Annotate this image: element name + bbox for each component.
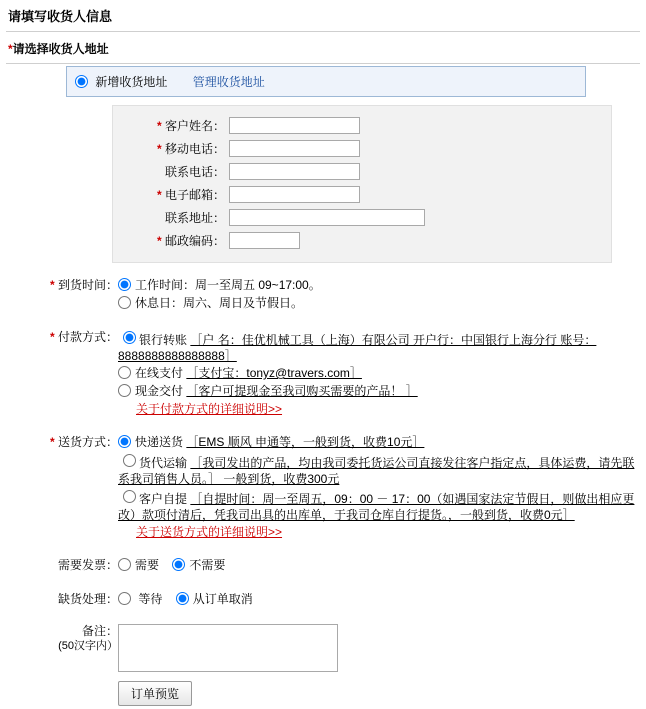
remark-row: [6, 621, 642, 678]
address-label-text: 联系地址：: [164, 211, 225, 225]
invoice-option-yes[interactable]: [118, 558, 162, 572]
mobile-phone-input[interactable]: [229, 140, 360, 157]
actions-spacer: [6, 678, 118, 709]
contact-phone-label-text: 联系电话：: [164, 165, 225, 179]
address-input[interactable]: [229, 209, 425, 226]
email-label: [119, 183, 227, 206]
stockout-wait-label: 等待: [138, 592, 163, 606]
required-star: *: [156, 188, 162, 202]
mobile-phone-label-text: 移动电话：: [164, 142, 225, 156]
stockout-cancel-label: 从订单取消: [192, 592, 253, 606]
table-row: [119, 114, 427, 137]
invoice-no-label: 不需要: [189, 558, 226, 572]
payment-bank-detail: ［户 名：佳优机械工具（上海）有限公司 开户行：中国银行上海分行 账号：8888888888888888］: [118, 333, 597, 363]
arrival-holiday-radio[interactable]: [118, 296, 131, 309]
customer-name-cell: [227, 114, 427, 137]
shipping-freight-detail: ［我司发出的产品，均由我司委托货运公司直接发往客户指定点，具体运费，请先联系我司销售人员。］ 一般到货，收费300元: [118, 456, 635, 486]
stockout-row: [6, 587, 642, 611]
shipping-method-options: [118, 430, 642, 543]
required-star: *: [8, 42, 13, 56]
shipping-method-label: [6, 430, 118, 543]
stockout-wait-radio[interactable]: [118, 592, 131, 605]
payment-online-radio[interactable]: [118, 366, 131, 379]
shipping-freight-radio[interactable]: [123, 454, 136, 467]
stockout-cancel-radio[interactable]: [176, 592, 189, 605]
shipping-option-express[interactable]: [118, 433, 642, 451]
shipping-pickup-label: 客户自提: [139, 492, 188, 506]
payment-method-options: [118, 325, 642, 420]
invoice-options: [118, 553, 642, 577]
remark-label: [6, 621, 118, 678]
invoice-yes-label: 需要: [135, 558, 160, 572]
new-address-label: 新增收货地址: [95, 75, 168, 89]
arrival-time-row: [6, 273, 642, 315]
contact-phone-cell: [227, 160, 427, 183]
invoice-label-text: 需要发票：: [57, 558, 118, 572]
stockout-option-cancel[interactable]: [176, 592, 253, 606]
contact-phone-input[interactable]: [229, 163, 360, 180]
section-label-text: 请选择收货人地址: [12, 42, 109, 56]
spacer: [6, 611, 642, 621]
section-label: [6, 32, 640, 63]
table-row: [119, 183, 427, 206]
manage-address-link[interactable]: 管理收货地址: [192, 75, 265, 89]
arrival-time-label-text: 到货时间：: [57, 278, 118, 292]
payment-cash-label: 现金交付: [135, 384, 184, 398]
section-divider: [6, 63, 640, 64]
payment-cash-radio[interactable]: [118, 384, 131, 397]
stockout-label: [6, 587, 118, 611]
shipping-express-radio[interactable]: [118, 435, 131, 448]
payment-method-label: [6, 325, 118, 420]
invoice-label: [6, 553, 118, 577]
new-address-radio[interactable]: [75, 75, 88, 88]
email-cell: [227, 183, 427, 206]
address-selection-bar[interactable]: [66, 66, 586, 97]
arrival-workday-label: 工作时间：周一至周五 09~17:00。: [135, 278, 321, 292]
required-star: *: [49, 330, 55, 344]
shipping-method-row: [6, 430, 642, 543]
payment-method-label-text: 付款方式：: [57, 330, 118, 344]
remark-label-text: 备注：: [81, 624, 118, 638]
stockout-option-wait[interactable]: [118, 592, 166, 606]
address-label: [119, 206, 227, 229]
shipping-method-label-text: 送货方式：: [57, 435, 118, 449]
mobile-phone-label: [119, 137, 227, 160]
shipping-express-detail: ［EMS 顺风 申通等，一般到货，收费10元］: [186, 435, 425, 449]
email-label-text: 电子邮箱：: [164, 188, 225, 202]
spacer: [6, 315, 642, 325]
required-star: *: [49, 278, 55, 292]
payment-bank-label: 银行转账: [139, 333, 188, 347]
spacer: [6, 577, 642, 587]
email-field[interactable]: [229, 186, 360, 203]
postcode-input[interactable]: [229, 232, 300, 249]
mobile-phone-cell: [227, 137, 427, 160]
remark-cell: [118, 621, 642, 678]
order-options-table: [6, 273, 642, 709]
arrival-workday-radio[interactable]: [118, 278, 131, 291]
required-star: *: [156, 234, 162, 248]
table-row: [119, 160, 427, 183]
table-row: [119, 229, 427, 252]
shipping-help-link[interactable]: 关于送货方式的详细说明>>: [136, 525, 283, 539]
recipient-form-panel: [112, 105, 612, 263]
payment-online-label: 在线支付: [135, 366, 184, 380]
postcode-label: [119, 229, 227, 252]
payment-bank-radio[interactable]: [123, 331, 136, 344]
customer-name-label: [119, 114, 227, 137]
page-title: 请填写收货人信息: [8, 9, 113, 24]
table-row: [119, 206, 427, 229]
invoice-no-radio[interactable]: [172, 558, 185, 571]
arrival-time-options: [118, 273, 642, 315]
payment-option-bank[interactable]: [118, 328, 642, 364]
shipping-option-pickup[interactable]: [118, 487, 642, 523]
shipping-option-freight[interactable]: [118, 451, 642, 487]
invoice-row: [6, 553, 642, 577]
required-star: *: [156, 119, 162, 133]
arrival-option-holiday[interactable]: [118, 294, 642, 312]
customer-name-input[interactable]: [229, 117, 360, 134]
postcode-cell: [227, 229, 427, 252]
payment-online-detail: ［支付宝：tonyz@travers.com］: [186, 366, 362, 380]
customer-name-label-text: 客户姓名：: [164, 119, 225, 133]
payment-option-online[interactable]: [118, 364, 642, 382]
shipping-pickup-detail: ［自提时间：周一至周五，09：00 － 17：00（如遇国家法定节假日，则做出相应更改）款项付清后，凭我司出具的出库单，于我司仓库自行提货。，一般到货，收费0元］: [118, 492, 635, 522]
actions-cell: [118, 678, 642, 709]
payment-cash-detail: ［客户可提现金至我司购买需要的产品！ ］: [186, 384, 418, 398]
actions-row: [6, 678, 642, 709]
order-preview-button[interactable]: 订单预览: [118, 681, 192, 706]
contact-phone-label: [119, 160, 227, 183]
payment-method-row: [6, 325, 642, 420]
stockout-options: [118, 587, 642, 611]
postcode-label-text: 邮政编码：: [164, 234, 225, 248]
shipping-freight-label: 货代运输: [139, 456, 188, 470]
invoice-option-no[interactable]: [172, 558, 225, 572]
spacer: [6, 420, 642, 430]
arrival-time-label: [6, 273, 118, 315]
shipping-express-label: 快递送货: [135, 435, 184, 449]
required-star: *: [49, 435, 55, 449]
remark-sub-label: (50汉字内）: [58, 640, 118, 652]
payment-help-link[interactable]: 关于付款方式的详细说明>>: [136, 402, 283, 416]
payment-option-cash[interactable]: [118, 382, 642, 400]
stockout-label-text: 缺货处理：: [57, 592, 118, 606]
invoice-yes-radio[interactable]: [118, 558, 131, 571]
shipping-pickup-radio[interactable]: [123, 490, 136, 503]
arrival-holiday-label: 休息日：周六、周日及节假日。: [135, 296, 304, 310]
arrival-option-workday[interactable]: [118, 276, 642, 294]
remark-textarea[interactable]: [118, 624, 338, 672]
table-row: [119, 137, 427, 160]
recipient-fields-table: [119, 114, 427, 252]
address-cell: [227, 206, 427, 229]
required-star: *: [156, 142, 162, 156]
spacer: [6, 543, 642, 553]
